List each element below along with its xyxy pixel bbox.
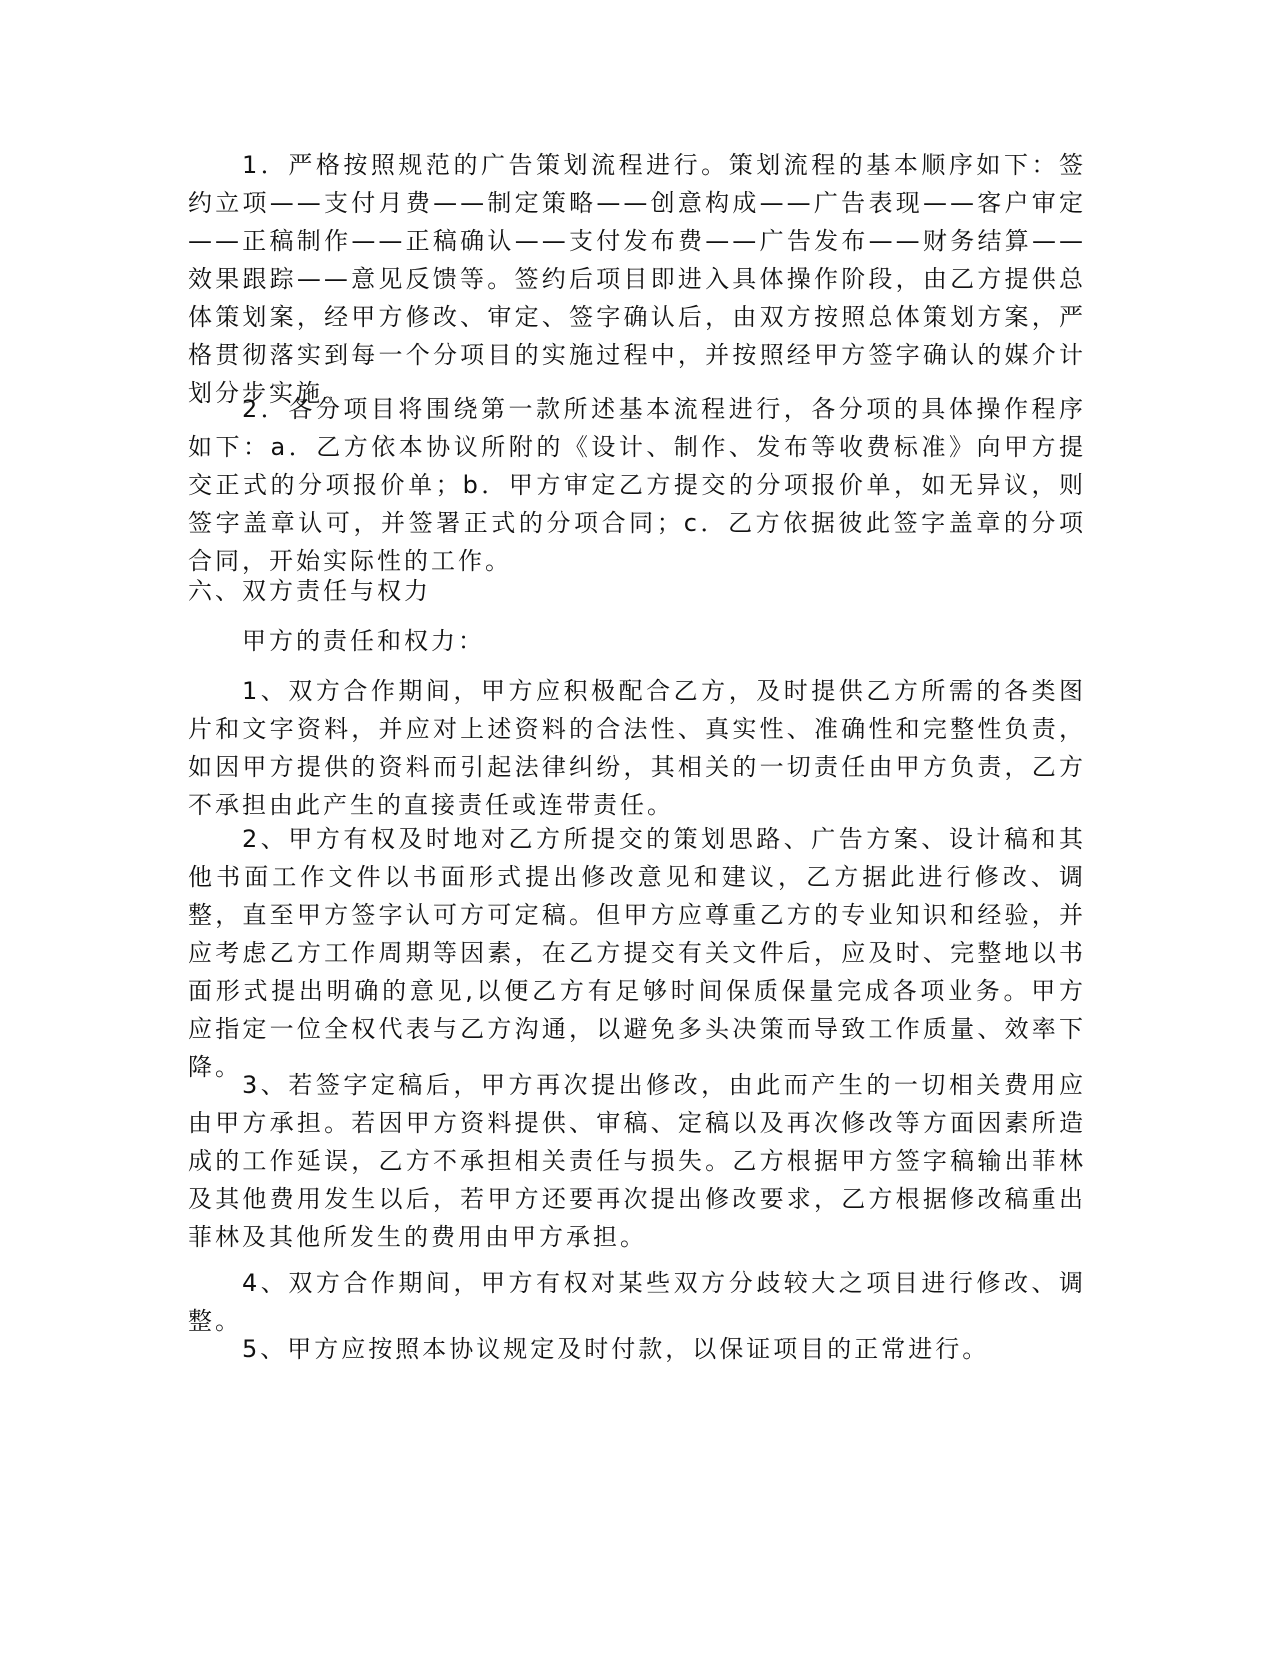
paragraph-clause-5: 5、甲方应按照本协议规定及时付款，以保证项目的正常进行。 [242,1335,990,1363]
subheading-party-a: 甲方的责任和权力： [242,627,485,655]
paragraph-clause-3: 3、若签字定稿后，甲方再次提出修改，由此而产生的一切相关费用应由甲方承担。若因甲方资料提供、审稿、定稿以及再次修改等方面因素所造成的工作延误，乙方不承担相关责任与损失。乙方根据甲方签字稿输出菲林及其他费用发生以后，若甲方还要再次提出修改要求，乙方根据修改稿重出菲林及其他所发生的费用由甲方承担。 [188,1071,1086,1251]
paragraph-sub-project-procedure: 2．各分项目将围绕第一款所述基本流程进行，各分项的具体操作程序如下：a．乙方依本协议所附的《设计、制作、发布等收费标准》向甲方提交正式的分项报价单；b．甲方审定乙方提交的分项报价单，如无异议，则签字盖章认可，并签署正式的分项合同；c．乙方依据彼此签字盖章的分项合同，开始实际性的工作。 [188,395,1086,575]
section-heading-responsibilities: 六、双方责任与权力 [188,577,431,605]
paragraph-clause-2: 2、甲方有权及时地对乙方所提交的策划思路、广告方案、设计稿和其他书面工作文件以书面形式提出修改意见和建议，乙方据此进行修改、调整，直至甲方签字认可方可定稿。但甲方应尊重乙方的专业知识和经验，并应考虑乙方工作周期等因素，在乙方提交有关文件后，应及时、完整地以书面形式提出明确的意见,以便乙方有足够时间保质保量完成各项业务。甲方应指定一位全权代表与乙方沟通，以避免多头决策而导致工作质量、效率下降。 [188,825,1086,1081]
paragraph-clause-4: 4、双方合作期间，甲方有权对某些双方分歧较大之项目进行修改、调整。 [188,1269,1086,1335]
paragraph-clause-1: 1、双方合作期间，甲方应积极配合乙方，及时提供乙方所需的各类图片和文字资料，并应对上述资料的合法性、真实性、准确性和完整性负责，如因甲方提供的资料而引起法律纠纷，其相关的一切责任由甲方负责，乙方不承担由此产生的直接责任或连带责任。 [188,677,1086,819]
paragraph-planning-process: 1．严格按照规范的广告策划流程进行。策划流程的基本顺序如下：签约立项——支付月费——制定策略——创意构成——广告表现——客户审定——正稿制作——正稿确认——支付发布费——广告发布——财务结算——效果跟踪——意见反馈等。签约后项目即进入具体操作阶段，由乙方提供总体策划案，经甲方修改、审定、签字确认后，由双方按照总体策划方案，严格贯彻落实到每一个分项目的实施过程中，并按照经甲方签字确认的媒介计划分步实施。 [188,151,1086,407]
